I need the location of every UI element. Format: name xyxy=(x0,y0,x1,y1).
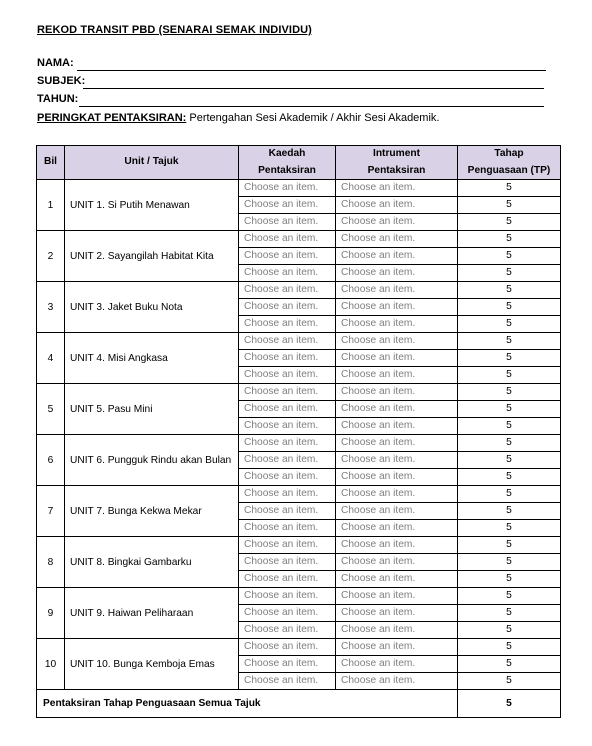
unit-title: UNIT 8. Bingkai Gambarku xyxy=(65,537,239,588)
subject-field xyxy=(37,75,547,89)
tp-value: 5 xyxy=(458,350,561,367)
tp-value: 5 xyxy=(458,537,561,554)
instrument-dropdown[interactable]: Choose an item. xyxy=(336,316,458,333)
instrument-dropdown[interactable]: Choose an item. xyxy=(336,486,458,503)
total-tp-value: 5 xyxy=(458,690,561,718)
instrument-dropdown[interactable]: Choose an item. xyxy=(336,554,458,571)
checklist-table xyxy=(36,145,561,718)
unit-number: 10 xyxy=(37,639,65,690)
header-tahap-line1: Tahap xyxy=(494,148,524,159)
kaedah-dropdown[interactable]: Choose an item. xyxy=(239,214,336,231)
instrument-dropdown[interactable]: Choose an item. xyxy=(336,673,458,690)
kaedah-dropdown[interactable]: Choose an item. xyxy=(239,554,336,571)
header-unit: Unit / Tajuk xyxy=(65,146,239,180)
header-kaedah-line1: Kaedah xyxy=(268,148,306,159)
kaedah-dropdown[interactable]: Choose an item. xyxy=(239,333,336,350)
table-row xyxy=(37,231,561,248)
tp-value: 5 xyxy=(458,435,561,452)
tp-value: 5 xyxy=(458,265,561,282)
kaedah-dropdown[interactable]: Choose an item. xyxy=(239,520,336,537)
header-bil: Bil xyxy=(37,146,65,180)
unit-title: UNIT 9. Haiwan Peliharaan xyxy=(65,588,239,639)
kaedah-dropdown[interactable]: Choose an item. xyxy=(239,384,336,401)
total-label: Pentaksiran Tahap Penguasaan Semua Tajuk xyxy=(37,690,458,718)
table-row xyxy=(37,180,561,197)
kaedah-dropdown[interactable]: Choose an item. xyxy=(239,435,336,452)
instrument-dropdown[interactable]: Choose an item. xyxy=(336,367,458,384)
instrument-dropdown[interactable]: Choose an item. xyxy=(336,639,458,656)
name-field xyxy=(37,57,547,71)
kaedah-dropdown[interactable]: Choose an item. xyxy=(239,469,336,486)
kaedah-dropdown[interactable]: Choose an item. xyxy=(239,622,336,639)
unit-number: 2 xyxy=(37,231,65,282)
header-instrument xyxy=(336,146,458,180)
total-row xyxy=(37,690,561,718)
instrument-dropdown[interactable]: Choose an item. xyxy=(336,435,458,452)
header-instrument-line1: Intrument xyxy=(373,148,420,159)
assessment-level xyxy=(37,112,439,124)
year-label: TAHUN: xyxy=(37,93,79,105)
kaedah-dropdown[interactable]: Choose an item. xyxy=(239,265,336,282)
table-body xyxy=(37,180,561,690)
kaedah-dropdown[interactable]: Choose an item. xyxy=(239,673,336,690)
instrument-dropdown[interactable]: Choose an item. xyxy=(336,265,458,282)
unit-number: 9 xyxy=(37,588,65,639)
table-row xyxy=(37,486,561,503)
instrument-dropdown[interactable]: Choose an item. xyxy=(336,333,458,350)
tp-value: 5 xyxy=(458,384,561,401)
kaedah-dropdown[interactable]: Choose an item. xyxy=(239,299,336,316)
unit-number: 6 xyxy=(37,435,65,486)
tp-value: 5 xyxy=(458,248,561,265)
tp-value: 5 xyxy=(458,673,561,690)
document-title: REKOD TRANSIT PBD (SENARAI SEMAK INDIVIDU) xyxy=(37,24,312,36)
kaedah-dropdown[interactable]: Choose an item. xyxy=(239,350,336,367)
table-header-row xyxy=(37,146,561,180)
table-row xyxy=(37,639,561,656)
instrument-dropdown[interactable]: Choose an item. xyxy=(336,656,458,673)
header-kaedah xyxy=(239,146,336,180)
tp-value: 5 xyxy=(458,639,561,656)
tp-value: 5 xyxy=(458,469,561,486)
tp-value: 5 xyxy=(458,282,561,299)
kaedah-dropdown[interactable]: Choose an item. xyxy=(239,537,336,554)
subject-label: SUBJEK: xyxy=(37,75,86,87)
kaedah-dropdown[interactable]: Choose an item. xyxy=(239,197,336,214)
instrument-dropdown[interactable]: Choose an item. xyxy=(336,469,458,486)
instrument-dropdown[interactable]: Choose an item. xyxy=(336,197,458,214)
tp-value: 5 xyxy=(458,214,561,231)
unit-number: 8 xyxy=(37,537,65,588)
instrument-dropdown[interactable]: Choose an item. xyxy=(336,503,458,520)
kaedah-dropdown[interactable]: Choose an item. xyxy=(239,486,336,503)
tp-value: 5 xyxy=(458,197,561,214)
tp-value: 5 xyxy=(458,486,561,503)
tp-value: 5 xyxy=(458,571,561,588)
kaedah-dropdown[interactable]: Choose an item. xyxy=(239,367,336,384)
kaedah-dropdown[interactable]: Choose an item. xyxy=(239,588,336,605)
unit-number: 5 xyxy=(37,384,65,435)
tp-value: 5 xyxy=(458,316,561,333)
instrument-dropdown[interactable]: Choose an item. xyxy=(336,214,458,231)
unit-title: UNIT 6. Pungguk Rindu akan Bulan xyxy=(65,435,239,486)
unit-number: 4 xyxy=(37,333,65,384)
subject-input-line[interactable] xyxy=(83,88,544,89)
unit-number: 3 xyxy=(37,282,65,333)
tp-value: 5 xyxy=(458,554,561,571)
assessment-level-value[interactable]: Pertengahan Sesi Akademik / Akhir Sesi Akademik. xyxy=(186,112,440,124)
unit-title: UNIT 7. Bunga Kekwa Mekar xyxy=(65,486,239,537)
kaedah-dropdown[interactable]: Choose an item. xyxy=(239,452,336,469)
tp-value: 5 xyxy=(458,180,561,197)
unit-title: UNIT 1. Si Putih Menawan xyxy=(65,180,239,231)
kaedah-dropdown[interactable]: Choose an item. xyxy=(239,180,336,197)
table-row xyxy=(37,333,561,350)
tp-value: 5 xyxy=(458,520,561,537)
tp-value: 5 xyxy=(458,605,561,622)
instrument-dropdown[interactable]: Choose an item. xyxy=(336,231,458,248)
name-input-line[interactable] xyxy=(77,70,546,71)
instrument-dropdown[interactable]: Choose an item. xyxy=(336,537,458,554)
kaedah-dropdown[interactable]: Choose an item. xyxy=(239,282,336,299)
kaedah-dropdown[interactable]: Choose an item. xyxy=(239,503,336,520)
instrument-dropdown[interactable]: Choose an item. xyxy=(336,452,458,469)
year-input-line[interactable] xyxy=(79,106,544,107)
tp-value: 5 xyxy=(458,367,561,384)
table-row xyxy=(37,537,561,554)
year-field xyxy=(37,93,547,107)
unit-title: UNIT 5. Pasu Mini xyxy=(65,384,239,435)
tp-value: 5 xyxy=(458,622,561,639)
kaedah-dropdown[interactable]: Choose an item. xyxy=(239,639,336,656)
kaedah-dropdown[interactable]: Choose an item. xyxy=(239,418,336,435)
header-tahap-line2: Penguasaan (TP) xyxy=(467,164,551,176)
unit-title: UNIT 3. Jaket Buku Nota xyxy=(65,282,239,333)
unit-title: UNIT 10. Bunga Kemboja Emas xyxy=(65,639,239,690)
instrument-dropdown[interactable]: Choose an item. xyxy=(336,418,458,435)
kaedah-dropdown[interactable]: Choose an item. xyxy=(239,401,336,418)
table-row xyxy=(37,384,561,401)
tp-value: 5 xyxy=(458,588,561,605)
unit-title: UNIT 4. Misi Angkasa xyxy=(65,333,239,384)
header-kaedah-line2: Pentaksiran xyxy=(258,164,316,176)
name-label: NAMA: xyxy=(37,57,74,69)
table-row xyxy=(37,588,561,605)
unit-title: UNIT 2. Sayangilah Habitat Kita xyxy=(65,231,239,282)
instrument-dropdown[interactable]: Choose an item. xyxy=(336,282,458,299)
table-row xyxy=(37,282,561,299)
header-instrument-line2: Pentaksiran xyxy=(367,164,426,176)
instrument-dropdown[interactable]: Choose an item. xyxy=(336,622,458,639)
tp-value: 5 xyxy=(458,452,561,469)
tp-value: 5 xyxy=(458,418,561,435)
assessment-level-label: PERINGKAT PENTAKSIRAN: xyxy=(37,112,187,124)
kaedah-dropdown[interactable]: Choose an item. xyxy=(239,656,336,673)
unit-number: 1 xyxy=(37,180,65,231)
tp-value: 5 xyxy=(458,231,561,248)
unit-number: 7 xyxy=(37,486,65,537)
instrument-dropdown[interactable]: Choose an item. xyxy=(336,384,458,401)
instrument-dropdown[interactable]: Choose an item. xyxy=(336,588,458,605)
kaedah-dropdown[interactable]: Choose an item. xyxy=(239,571,336,588)
kaedah-dropdown[interactable]: Choose an item. xyxy=(239,316,336,333)
instrument-dropdown[interactable]: Choose an item. xyxy=(336,571,458,588)
header-tahap xyxy=(458,146,561,180)
tp-value: 5 xyxy=(458,401,561,418)
instrument-dropdown[interactable]: Choose an item. xyxy=(336,180,458,197)
instrument-dropdown[interactable]: Choose an item. xyxy=(336,401,458,418)
instrument-dropdown[interactable]: Choose an item. xyxy=(336,299,458,316)
kaedah-dropdown[interactable]: Choose an item. xyxy=(239,605,336,622)
instrument-dropdown[interactable]: Choose an item. xyxy=(336,520,458,537)
tp-value: 5 xyxy=(458,656,561,673)
instrument-dropdown[interactable]: Choose an item. xyxy=(336,248,458,265)
kaedah-dropdown[interactable]: Choose an item. xyxy=(239,231,336,248)
tp-value: 5 xyxy=(458,503,561,520)
instrument-dropdown[interactable]: Choose an item. xyxy=(336,605,458,622)
tp-value: 5 xyxy=(458,333,561,350)
kaedah-dropdown[interactable]: Choose an item. xyxy=(239,248,336,265)
instrument-dropdown[interactable]: Choose an item. xyxy=(336,350,458,367)
table-row xyxy=(37,435,561,452)
tp-value: 5 xyxy=(458,299,561,316)
